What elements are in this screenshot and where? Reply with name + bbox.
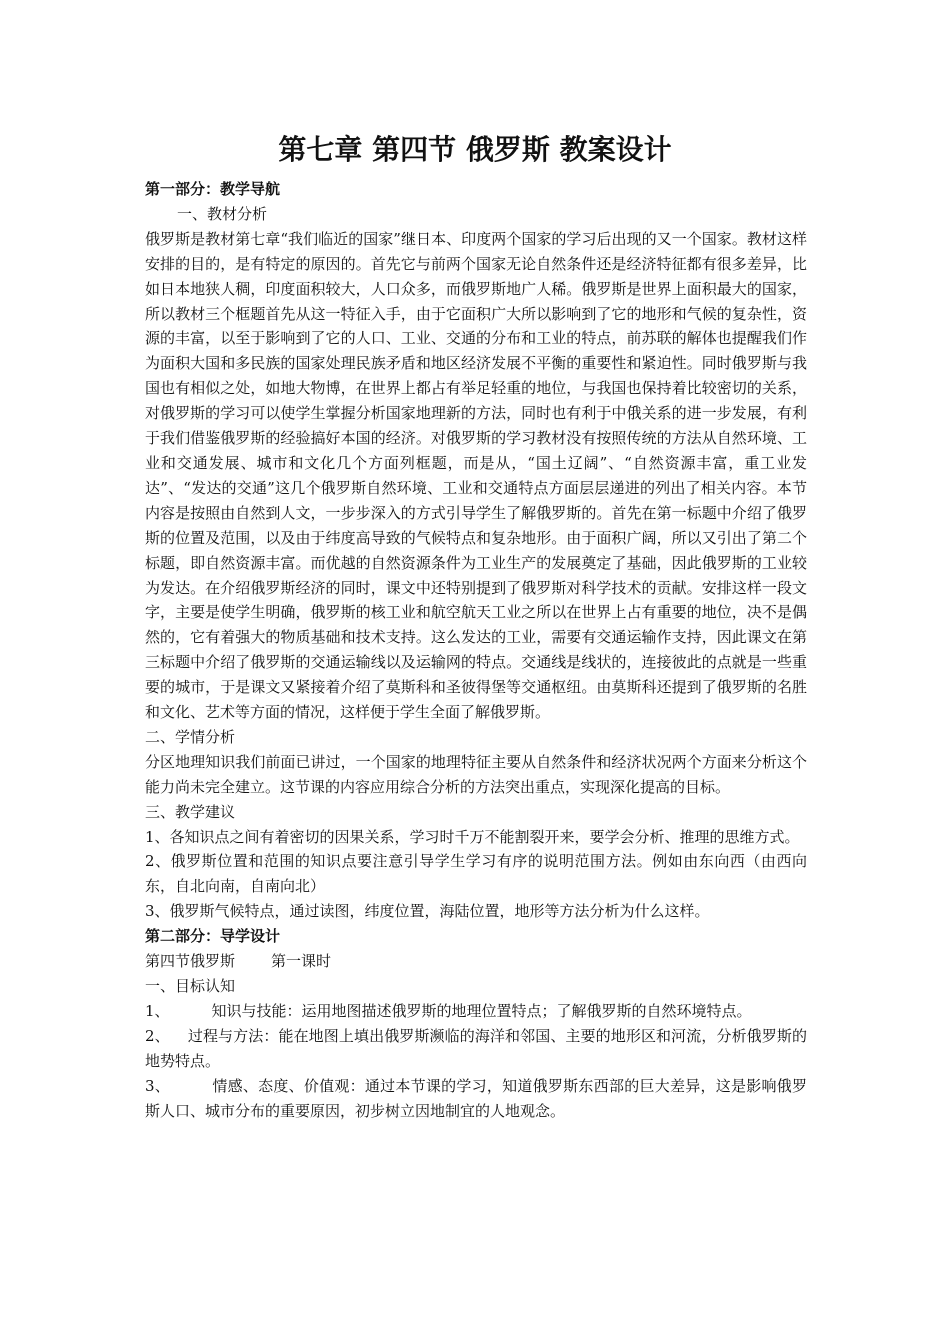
section-heading-textbook-analysis: 一、教材分析 <box>177 204 268 223</box>
goal-text: 过程与方法：能在地图上填出俄罗斯濒临的海洋和邻国、主要的地形区和河流，分析俄罗斯的地势特点。 <box>145 1026 807 1070</box>
goal-item <box>145 999 807 1024</box>
lesson-period: 第一课时 <box>271 952 332 971</box>
lesson-line <box>145 949 807 974</box>
textbook-analysis-paragraph: 俄罗斯是教材第七章“我们临近的国家”继日本、印度两个国家的学习后出现的又一个国家。教材这样安排的目的，是有特定的原因的。首先它与前两个国家无论自然条件还是经济特征都有很多差异，比如日本地狭人稠，印度面积较大，人口众多，而俄罗斯地广人稀。俄罗斯是世界上面积最大的国家，所以教材三个框题首先从这一特征入手，由于它面积广大所以影响到了它的地形和气候的复杂性，资源的丰富，以至于影响到了它的人口、工业、交通的分布和工业的特点，前苏联的解体也提醒我们作为面积大国和多民族的国家处理民族矛盾和地区经济发展不平衡的重要性和紧迫性。同时俄罗斯与我国也有相似之处，如地大物博，在世界上都占有举足轻重的地位，与我国也保持着比较密切的关系，对俄罗斯的学习可以使学生掌握分析国家地理新的方法，同时也有利于中俄关系的进一步发展，有利于我们借鉴俄罗斯的经验搞好本国的经济。对俄罗斯的学习教材没有按照传统的方法从自然环境、工业和交通发展、城市和文化几个方面列框题，而是从，“国土辽阔”、“自然资源丰富，重工业发达”、“发达的交通”这几个俄罗斯自然环境、工业和交通特点方面层层递进的列出了相关内容。本节内容是按照由自然到人文，一步步深入的方式引导学生了解俄罗斯的。首先在第一标题中介绍了俄罗斯的位置及范围，以及由于纬度高导致的气候特点和复杂地形。由于面积广阔，所以又引出了第二个标题，即自然资源丰富。而优越的自然资源条件为工业生产的发展奠定了基础，因此俄罗斯的工业较为发达。在介绍俄罗斯经济的同时，课文中还特别提到了俄罗斯对科学技术的贡献。安排这样一段文字，主要是使学生明确，俄罗斯的核工业和航空航天工业之所以在世界上占有重要的地位，决不是偶然的，它有着强大的物质基础和技术支持。这么发达的工业，需要有交通运输作支持，因此课文在第三标题中介绍了俄罗斯的交通运输线以及运输网的特点。交通线是线状的，连接彼此的点就是一些重要的城市，于是课文又紧接着介绍了莫斯科和圣彼得堡等交通枢纽。由莫斯科还提到了俄罗斯的名胜和文化、艺术等方面的情况，这样便于学生全面了解俄罗斯。 <box>145 229 807 722</box>
suggestion-item: 1、各知识点之间有着密切的因果关系，学习时千万不能割裂开来，要学会分析、推理的思维方式。 <box>145 827 800 846</box>
goal-item <box>145 1024 807 1074</box>
student-analysis-paragraph: 分区地理知识我们前面已讲过，一个国家的地理特征主要从自然条件和经济状况两个方面来分析这个能力尚未完全建立。这节课的内容应用综合分析的方法突出重点，实现深化提高的目标。 <box>145 752 807 796</box>
goal-number: 3、 <box>145 1076 171 1095</box>
document-title: 第七章 第四节 俄罗斯 教案设计 <box>278 133 672 166</box>
part2-heading: 第二部分：导学设计 <box>145 927 281 946</box>
lesson-section: 第四节俄罗斯 <box>145 952 236 971</box>
goal-number: 1、 <box>145 1001 170 1020</box>
part1-heading: 第一部分：教学导航 <box>145 180 281 198</box>
section-heading-teaching-suggestions: 三、教学建议 <box>145 802 236 821</box>
goal-text: 情感、态度、价值观：通过本节课的学习，知道俄罗斯东西部的巨大差异，这是影响俄罗斯人口、城市分布的重要原因，初步树立因地制宜的人地观念。 <box>145 1076 807 1120</box>
section-heading-student-analysis: 二、学情分析 <box>145 727 236 746</box>
goal-item <box>145 1074 807 1124</box>
document-body <box>145 177 807 1123</box>
goal-text: 知识与技能：运用地图描述俄罗斯的地理位置特点；了解俄罗斯的自然环境特点。 <box>211 1001 752 1020</box>
suggestion-item: 3、俄罗斯气候特点，通过读图，纬度位置，海陆位置，地形等方法分析为什么这样。 <box>145 902 710 921</box>
section-heading-goals: 一、目标认知 <box>145 977 236 995</box>
suggestion-item: 2、俄罗斯位置和范围的知识点要注意引导学生学习有序的说明范围方法。例如由东向西（由西向东，自北向南，自南向北） <box>145 852 807 896</box>
goal-number: 2、 <box>145 1026 170 1045</box>
